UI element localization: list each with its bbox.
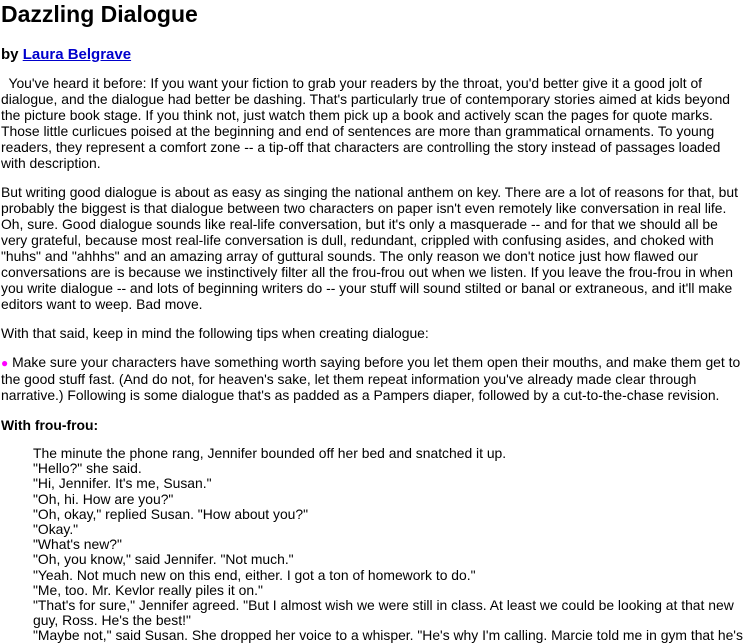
dialogue-line: "That's for sure," Jennifer agreed. "But I almost wish we were still in class. At least we could be looking at that new guy, Ross. He's the best!" [33,597,734,629]
dialogue-line: "Me, too. Mr. Kevlor really piles it on." [33,581,263,598]
dialogue-line: "Oh, you know," said Jennifer. "Not much." [33,551,294,568]
dialogue-line: "Hello?" she said. [33,460,142,477]
dialogue-line: "Oh, hi. How are you?" [33,490,174,507]
dialogue-line: "What's new?" [33,536,122,553]
dialogue-line: "Yeah. Not much new on this end, either. I got a ton of homework to do." [33,566,476,583]
paragraph-tips-intro: With that said, keep in mind the following tips when creating dialogue: [1,325,429,341]
dialogue-line: "Maybe not," said Susan. She dropped her voice to a whisper. "He's why I'm calling. Marcie told me in gym that he's [33,627,743,644]
author-link[interactable]: Laura Belgrave [22,46,132,63]
dialogue-line: The minute the phone rang, Jennifer bounded off her bed and snatched it up. [33,445,507,461]
dialogue-line: "Oh, okay," replied Susan. "How about you?" [33,505,309,522]
dialogue-example [33,446,747,644]
byline [1,46,747,64]
dialogue-line: "Hi, Jennifer. It's me, Susan." [33,475,212,492]
bullet-icon: ● [1,356,9,370]
paragraph-intro: You've heard it before: If you want your fiction to grab your readers by the throat, you'd better give it a good jolt of dialogue, and the dialogue had better be dashing. That's particularly true of contemporary stories aimed at kids beyond the picture book stage. If you think not, just watch them pick up a book and actively scan the pages for quote marks. Those little curlicues poised at the beginning and end of sentences are more than grammatical ornaments. To young readers, they represent a comfort zone -- a tip-off that characters are controlling the story instead of passages loaded with description. [1,75,731,171]
paragraph-real-life: But writing good dialogue is about as easy as singing the national anthem on key. There are a lot of reasons for that, but probably the biggest is that dialogue between two characters on paper isn't even remotely like conversation in real life. Oh, sure. Good dialogue sounds like real-life conversation, but it's only a masquerade -- and for that we should all be very grateful, because most real-life conversation is dull, redundant, crippled with confusing asides, and choked with "huhs" and "ahhhs" and an amazing array of guttural sounds. The only reason we don't notice just how flawed our conversations are is because we instinctively filter all the frou-frou out when we listen. If you leave the frou-frou in when you write dialogue -- and lots of beginning writers do -- your stuff will sound stilted or banal or extraneous, and it'll make editors want to weep. Bad move. [1,184,738,312]
dialogue-line: "Okay." [33,521,79,538]
article-title: Dazzling Dialogue [1,1,198,27]
section-heading-froufrou: With frou-frou: [1,417,99,433]
byline-prefix: by [1,46,19,63]
tip-item [1,354,747,403]
tip-text: Make sure your characters have something worth saying before you let them open their mouths, and make them get to the good stuff fast. (And do not, for heaven's sake, let them repeat information you've already made clear through narrative.) Following is some dialogue that's as padded as a Pampers diaper, followed by a cut-to-the-chase revision. [1,354,741,403]
